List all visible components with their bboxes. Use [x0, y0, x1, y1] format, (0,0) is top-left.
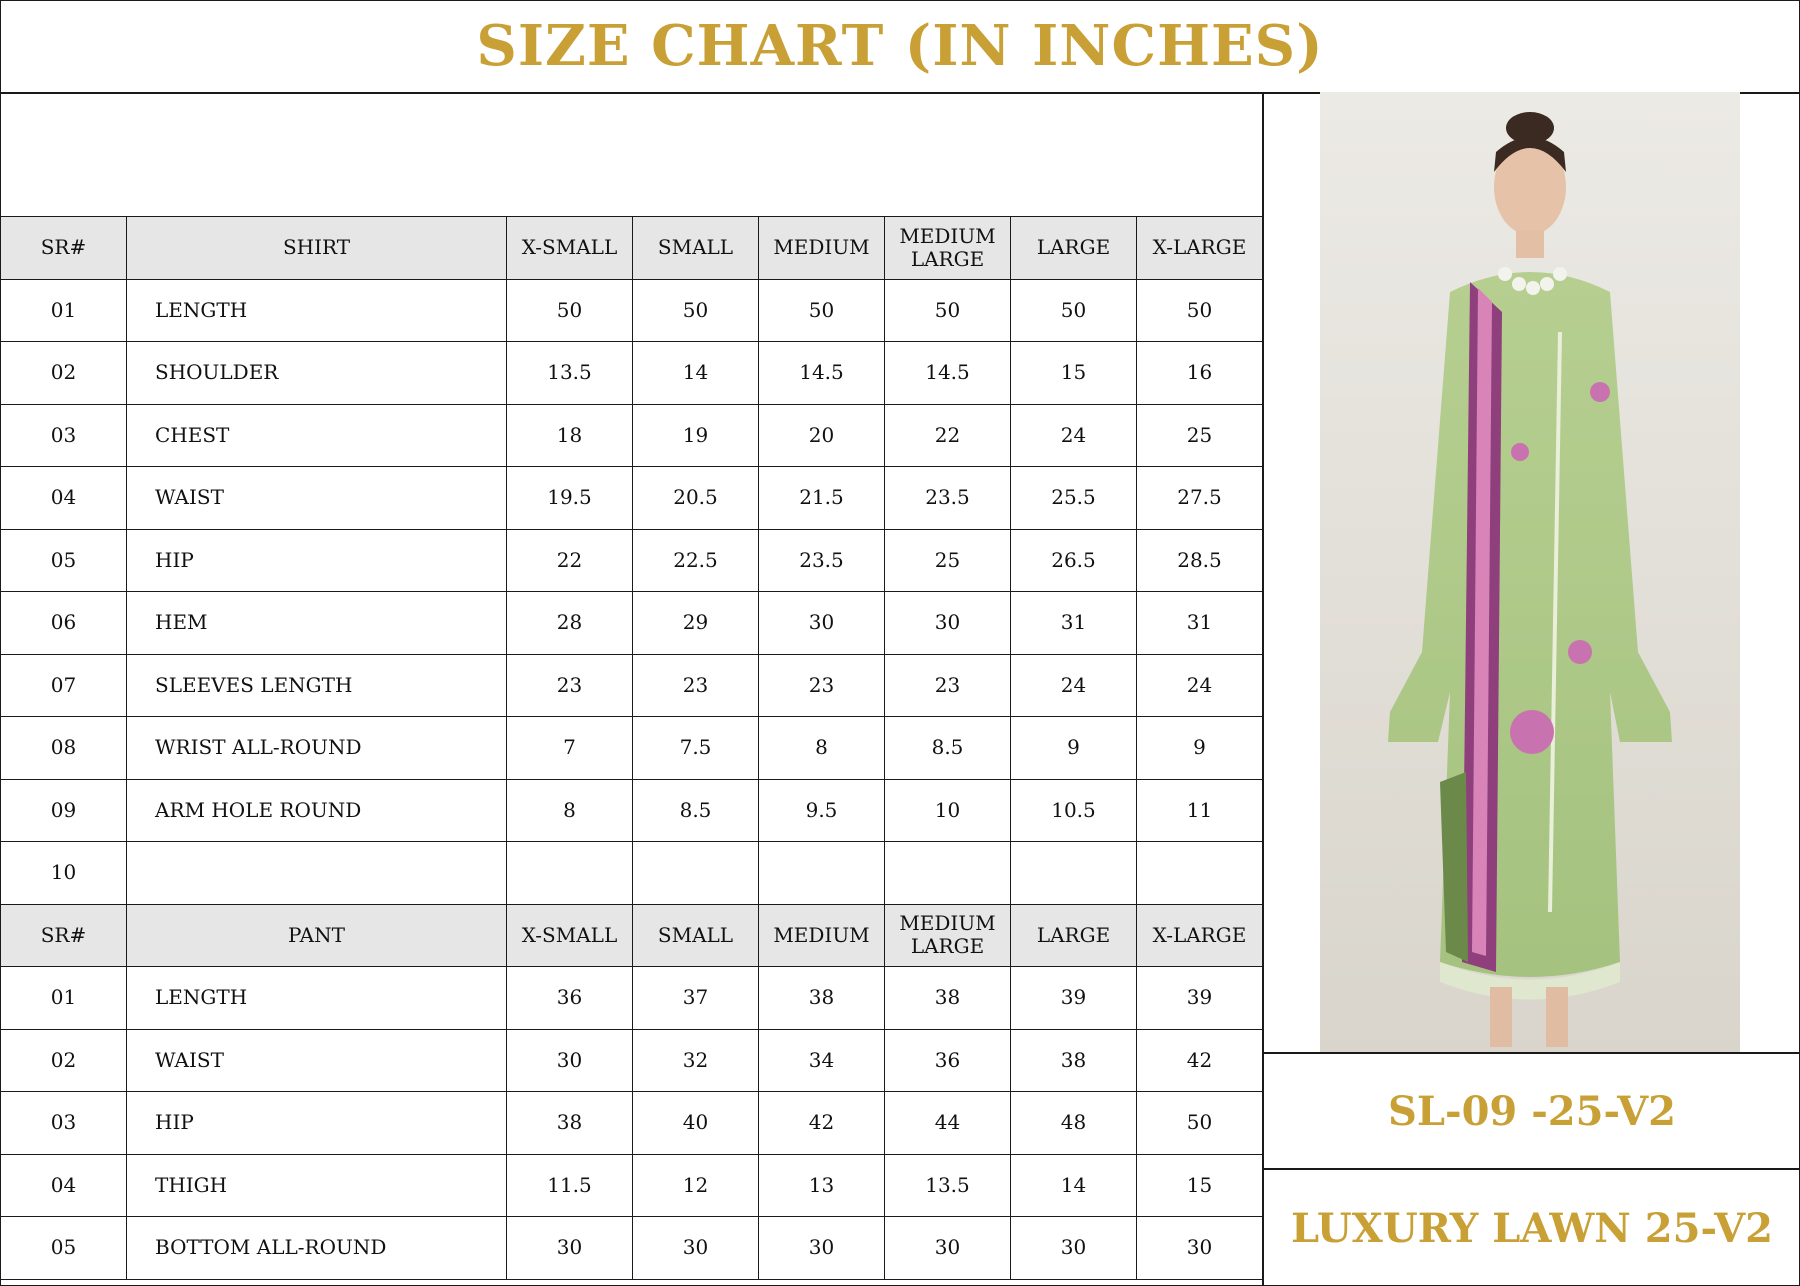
size-chart-pane — [0, 92, 1264, 1286]
measurement-name: ARM HOLE ROUND — [127, 779, 507, 842]
size-value: 15 — [1137, 1154, 1263, 1217]
photo-box — [1264, 92, 1800, 1054]
size-value: 18 — [507, 404, 633, 467]
size-value: 14.5 — [885, 342, 1011, 405]
title-band — [0, 0, 1800, 94]
size-value: 50 — [633, 279, 759, 342]
row-number: 07 — [1, 654, 127, 717]
size-value: 16 — [1137, 342, 1263, 405]
size-value: 50 — [759, 279, 885, 342]
product-pane — [1264, 92, 1800, 1286]
column-header: X-LARGE — [1137, 904, 1263, 967]
blank-band — [0, 92, 1262, 218]
size-value: 50 — [1137, 279, 1263, 342]
size-value: 27.5 — [1137, 467, 1263, 530]
size-value: 30 — [885, 1217, 1011, 1280]
size-value: 11 — [1137, 779, 1263, 842]
measurement-name: SHOULDER — [127, 342, 507, 405]
size-value: 44 — [885, 1092, 1011, 1155]
size-value — [633, 842, 759, 905]
measurement-name: THIGH — [127, 1154, 507, 1217]
measurement-name: WRIST ALL-ROUND — [127, 717, 507, 780]
size-value: 34 — [759, 1029, 885, 1092]
table-row — [1, 1092, 1263, 1155]
size-value: 42 — [759, 1092, 885, 1155]
size-value: 24 — [1137, 654, 1263, 717]
size-value: 13.5 — [885, 1154, 1011, 1217]
product-code: SL-09 -25-V2 — [1387, 1087, 1677, 1135]
size-value: 10 — [885, 779, 1011, 842]
row-number: 01 — [1, 279, 127, 342]
size-value: 30 — [759, 1217, 885, 1280]
column-header: X-SMALL — [507, 904, 633, 967]
column-header: MEDIUM LARGE — [885, 904, 1011, 967]
size-value: 11.5 — [507, 1154, 633, 1217]
measurement-name: BOTTOM ALL-ROUND — [127, 1217, 507, 1280]
size-value: 48 — [1011, 1092, 1137, 1155]
size-value: 23 — [759, 654, 885, 717]
size-value: 32 — [633, 1029, 759, 1092]
size-value: 22 — [885, 404, 1011, 467]
row-number: 06 — [1, 592, 127, 655]
row-number: 02 — [1, 1029, 127, 1092]
size-value: 50 — [507, 279, 633, 342]
size-value: 9 — [1011, 717, 1137, 780]
table-row — [1, 529, 1263, 592]
column-header: X-LARGE — [1137, 217, 1263, 280]
size-value: 23 — [507, 654, 633, 717]
table-row — [1, 1217, 1263, 1280]
table-row — [1, 404, 1263, 467]
column-header: LARGE — [1011, 904, 1137, 967]
size-value: 29 — [633, 592, 759, 655]
size-value: 19.5 — [507, 467, 633, 530]
size-value: 23 — [633, 654, 759, 717]
size-value: 30 — [759, 592, 885, 655]
table-row — [1, 779, 1263, 842]
measurement-name: HIP — [127, 529, 507, 592]
table-row — [1, 279, 1263, 342]
row-number: 01 — [1, 967, 127, 1030]
size-value: 30 — [633, 1217, 759, 1280]
size-value — [507, 842, 633, 905]
size-value: 37 — [633, 967, 759, 1030]
column-header: SHIRT — [127, 217, 507, 280]
size-value: 30 — [1011, 1217, 1137, 1280]
size-value: 39 — [1137, 967, 1263, 1030]
measurement-name: CHEST — [127, 404, 507, 467]
table-row — [1, 342, 1263, 405]
row-number: 09 — [1, 779, 127, 842]
pant-header-row — [1, 904, 1263, 967]
size-value: 25.5 — [1011, 467, 1137, 530]
row-number: 02 — [1, 342, 127, 405]
size-value: 28.5 — [1137, 529, 1263, 592]
table-row — [1, 467, 1263, 530]
size-value: 38 — [1011, 1029, 1137, 1092]
column-header: PANT — [127, 904, 507, 967]
shirt-header-row — [1, 217, 1263, 280]
size-value: 39 — [1011, 967, 1137, 1030]
size-value: 50 — [885, 279, 1011, 342]
model-illustration — [1320, 92, 1740, 1052]
size-value: 30 — [507, 1217, 633, 1280]
size-value: 23.5 — [759, 529, 885, 592]
column-header: MEDIUM — [759, 904, 885, 967]
size-table — [0, 216, 1263, 1280]
size-value: 8 — [759, 717, 885, 780]
size-value — [759, 842, 885, 905]
size-value: 24 — [1011, 404, 1137, 467]
row-number: 08 — [1, 717, 127, 780]
product-line: LUXURY LAWN 25-V2 — [1290, 1204, 1774, 1252]
size-value: 20 — [759, 404, 885, 467]
measurement-name: WAIST — [127, 467, 507, 530]
size-value: 9 — [1137, 717, 1263, 780]
size-value: 24 — [1011, 654, 1137, 717]
row-number: 03 — [1, 404, 127, 467]
row-number: 05 — [1, 1217, 127, 1280]
size-value: 25 — [885, 529, 1011, 592]
measurement-name — [127, 842, 507, 905]
size-value: 8.5 — [633, 779, 759, 842]
size-value: 25 — [1137, 404, 1263, 467]
measurement-name: LENGTH — [127, 967, 507, 1030]
table-row — [1, 717, 1263, 780]
size-value: 8 — [507, 779, 633, 842]
size-value: 38 — [759, 967, 885, 1030]
column-header: SMALL — [633, 217, 759, 280]
measurement-name: HEM — [127, 592, 507, 655]
product-code-box — [1264, 1054, 1800, 1170]
row-number: 05 — [1, 529, 127, 592]
size-value — [1137, 842, 1263, 905]
size-value: 36 — [885, 1029, 1011, 1092]
size-value: 38 — [507, 1092, 633, 1155]
size-value: 10.5 — [1011, 779, 1137, 842]
size-value: 7 — [507, 717, 633, 780]
size-value: 14.5 — [759, 342, 885, 405]
row-number: 04 — [1, 1154, 127, 1217]
size-value: 12 — [633, 1154, 759, 1217]
size-value: 15 — [1011, 342, 1137, 405]
table-row — [1, 592, 1263, 655]
size-value: 31 — [1011, 592, 1137, 655]
column-header: MEDIUM LARGE — [885, 217, 1011, 280]
column-header: MEDIUM — [759, 217, 885, 280]
column-header: LARGE — [1011, 217, 1137, 280]
size-value: 23.5 — [885, 467, 1011, 530]
model-photo-icon — [1320, 92, 1740, 1052]
size-value — [885, 842, 1011, 905]
size-value: 30 — [507, 1029, 633, 1092]
row-number: 10 — [1, 842, 127, 905]
page-title: SIZE CHART (IN INCHES) — [476, 13, 1324, 79]
product-line-box — [1264, 1170, 1800, 1286]
size-value: 22.5 — [633, 529, 759, 592]
size-value: 42 — [1137, 1029, 1263, 1092]
table-row — [1, 654, 1263, 717]
column-header: SR# — [1, 217, 127, 280]
size-value: 13.5 — [507, 342, 633, 405]
measurement-name: SLEEVES LENGTH — [127, 654, 507, 717]
size-value: 50 — [1137, 1092, 1263, 1155]
table-row — [1, 1029, 1263, 1092]
size-value: 14 — [633, 342, 759, 405]
table-row — [1, 842, 1263, 905]
table-row — [1, 1154, 1263, 1217]
size-value: 9.5 — [759, 779, 885, 842]
size-value: 30 — [885, 592, 1011, 655]
size-value: 22 — [507, 529, 633, 592]
size-value: 38 — [885, 967, 1011, 1030]
size-value: 8.5 — [885, 717, 1011, 780]
size-value: 13 — [759, 1154, 885, 1217]
size-value: 50 — [1011, 279, 1137, 342]
row-number: 04 — [1, 467, 127, 530]
size-value: 21.5 — [759, 467, 885, 530]
size-value: 23 — [885, 654, 1011, 717]
size-value: 26.5 — [1011, 529, 1137, 592]
column-header: SR# — [1, 904, 127, 967]
column-header: SMALL — [633, 904, 759, 967]
size-value: 20.5 — [633, 467, 759, 530]
measurement-name: WAIST — [127, 1029, 507, 1092]
size-value: 14 — [1011, 1154, 1137, 1217]
size-value: 30 — [1137, 1217, 1263, 1280]
size-value: 19 — [633, 404, 759, 467]
size-value: 7.5 — [633, 717, 759, 780]
table-row — [1, 967, 1263, 1030]
size-value: 40 — [633, 1092, 759, 1155]
size-value: 31 — [1137, 592, 1263, 655]
column-header: X-SMALL — [507, 217, 633, 280]
size-value — [1011, 842, 1137, 905]
size-value: 28 — [507, 592, 633, 655]
row-number: 03 — [1, 1092, 127, 1155]
size-value: 36 — [507, 967, 633, 1030]
measurement-name: HIP — [127, 1092, 507, 1155]
measurement-name: LENGTH — [127, 279, 507, 342]
